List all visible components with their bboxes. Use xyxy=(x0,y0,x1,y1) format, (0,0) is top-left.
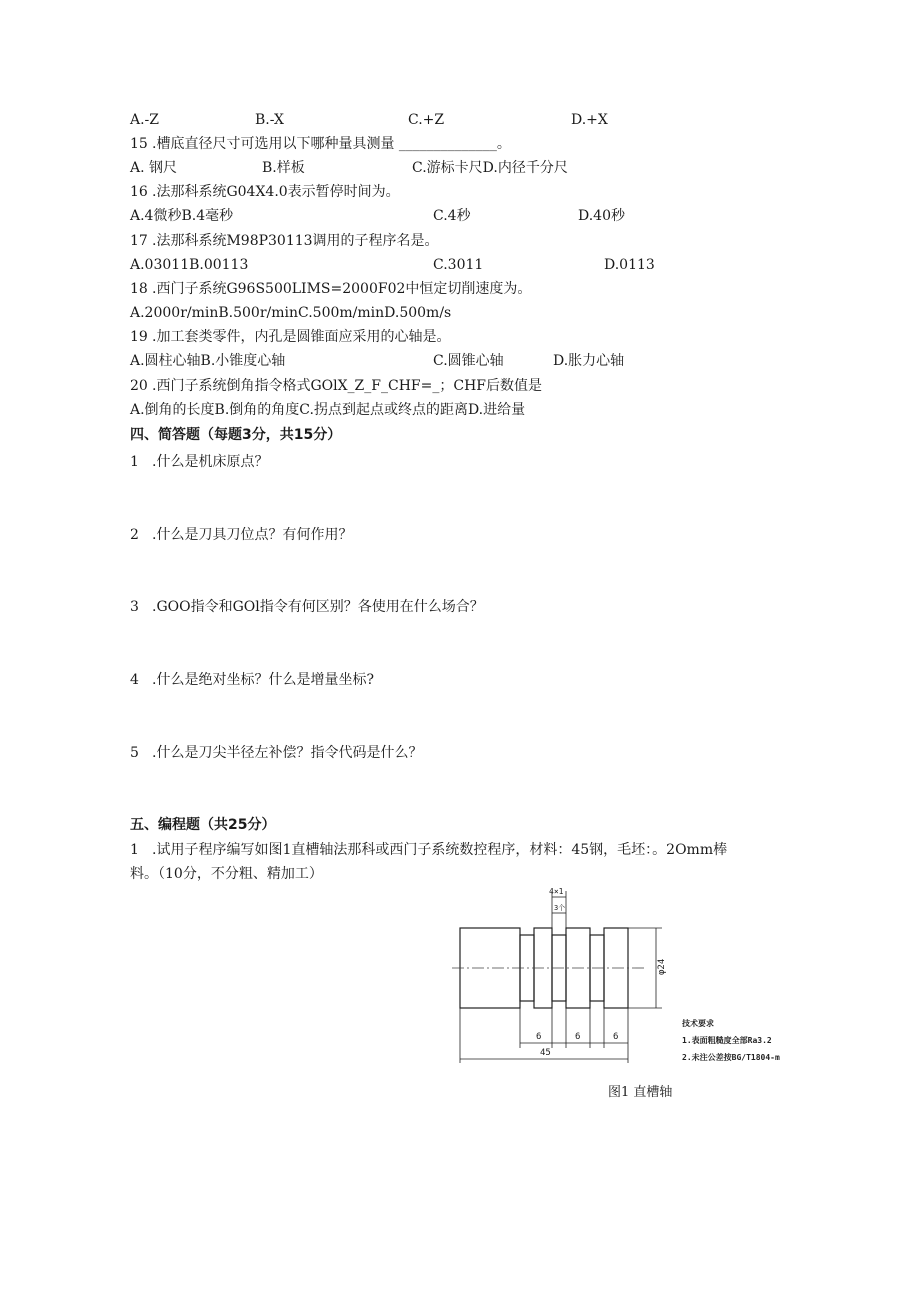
q15-option-cd: C.游标卡尺D.内径千分尺 xyxy=(412,160,568,176)
diameter-label: φ24 xyxy=(657,958,667,975)
section4-q4: 4 .什么是绝对坐标？什么是增量坐标? xyxy=(130,672,374,688)
section5-q1-line2: 料。（10分，不分粗、精加工） xyxy=(130,866,323,882)
total-length-label: 45 xyxy=(540,1048,551,1058)
q17-option-d: D.0113 xyxy=(604,257,655,273)
tech-requirement-2: 2.未注公差按BG/T1804-m xyxy=(682,1053,780,1062)
dim-label-1: 6 xyxy=(536,1032,542,1042)
q20-options: A.倒角的长度B.倒角的角度C.拐点到起点或终点的距离D.进给量 xyxy=(130,402,526,418)
shaft-drawing-svg xyxy=(450,883,810,1103)
groove-label: 4×1 xyxy=(549,887,564,896)
shaft-drawing xyxy=(450,883,810,1103)
tech-requirement-1: 1.表面粗糙度全部Ra3.2 xyxy=(682,1036,772,1045)
q19-stem: 19 .加工套类零件，内孔是圆锥面应采用的心轴是。 xyxy=(130,329,451,345)
q14-option-d: D.+X xyxy=(571,112,608,128)
q14-option-c: C.+Z xyxy=(408,112,445,128)
q15-stem: 15 .槽底直径尺寸可选用以下哪种量具测量 ______________。 xyxy=(130,136,511,152)
section4-q3: 3 .GOO指令和GOl指令有何区别？各使用在什么场合？ xyxy=(130,599,484,615)
q17-stem: 17 .法那科系统M98P30113调用的子程序名是。 xyxy=(130,233,439,249)
section4-q1: 1 .什么是机床原点？ xyxy=(130,454,269,470)
section4-heading: 四、简答题（每题3分，共15分） xyxy=(130,427,342,443)
q14-option-a: A.-Z xyxy=(130,112,160,128)
tech-title: 技术要求 xyxy=(682,1019,714,1028)
q15-option-a: A. 钢尺 xyxy=(130,160,178,176)
section4-q2: 2 .什么是刀具刀位点？有何作用？ xyxy=(130,527,353,543)
q16-option-ab: A.4微秒B.4毫秒 xyxy=(130,208,234,224)
q17-option-ab: A.03011B.00113 xyxy=(130,257,249,273)
q19-option-d: D.胀力心轴 xyxy=(553,353,625,369)
section5-heading: 五、编程题（共25分） xyxy=(130,817,276,833)
q16-option-c: C.4秒 xyxy=(433,208,471,224)
groove-width-label: 3个 xyxy=(554,904,566,912)
q17-option-c: C.3011 xyxy=(433,257,484,273)
q20-stem: 20 .西门子系统倒角指令格式GOlX_Z_F_CHF=_；CHF后数值是 xyxy=(130,378,542,394)
dim-label-2: 6 xyxy=(575,1032,581,1042)
q16-option-d: D.40秒 xyxy=(578,208,625,224)
q15-option-b: B.样板 xyxy=(262,160,305,176)
q14-option-b: B.-X xyxy=(255,112,284,128)
figure-caption: 图1 直槽轴 xyxy=(608,1085,673,1100)
section4-q5: 5 .什么是刀尖半径左补偿？指令代码是什么？ xyxy=(130,745,423,761)
q18-options: A.2000r/minB.500r/minC.500m/minD.500m/s xyxy=(130,305,452,321)
q19-option-ab: A.圆柱心轴B.小锥度心轴 xyxy=(130,353,286,369)
section5-q1-line1: 1 .试用子程序编写如图1直槽轴法那科或西门子系统数控程序，材料：45钢，毛坯：。2Omm棒 xyxy=(130,842,728,858)
q16-stem: 16 .法那科系统G04X4.0表示暂停时间为。 xyxy=(130,184,400,200)
q18-stem: 18 .西门子系统G96S500LIMS=2000F02中恒定切削速度为。 xyxy=(130,281,532,297)
dim-label-3: 6 xyxy=(613,1032,619,1042)
q19-option-c: C.圆锥心轴 xyxy=(433,353,504,369)
